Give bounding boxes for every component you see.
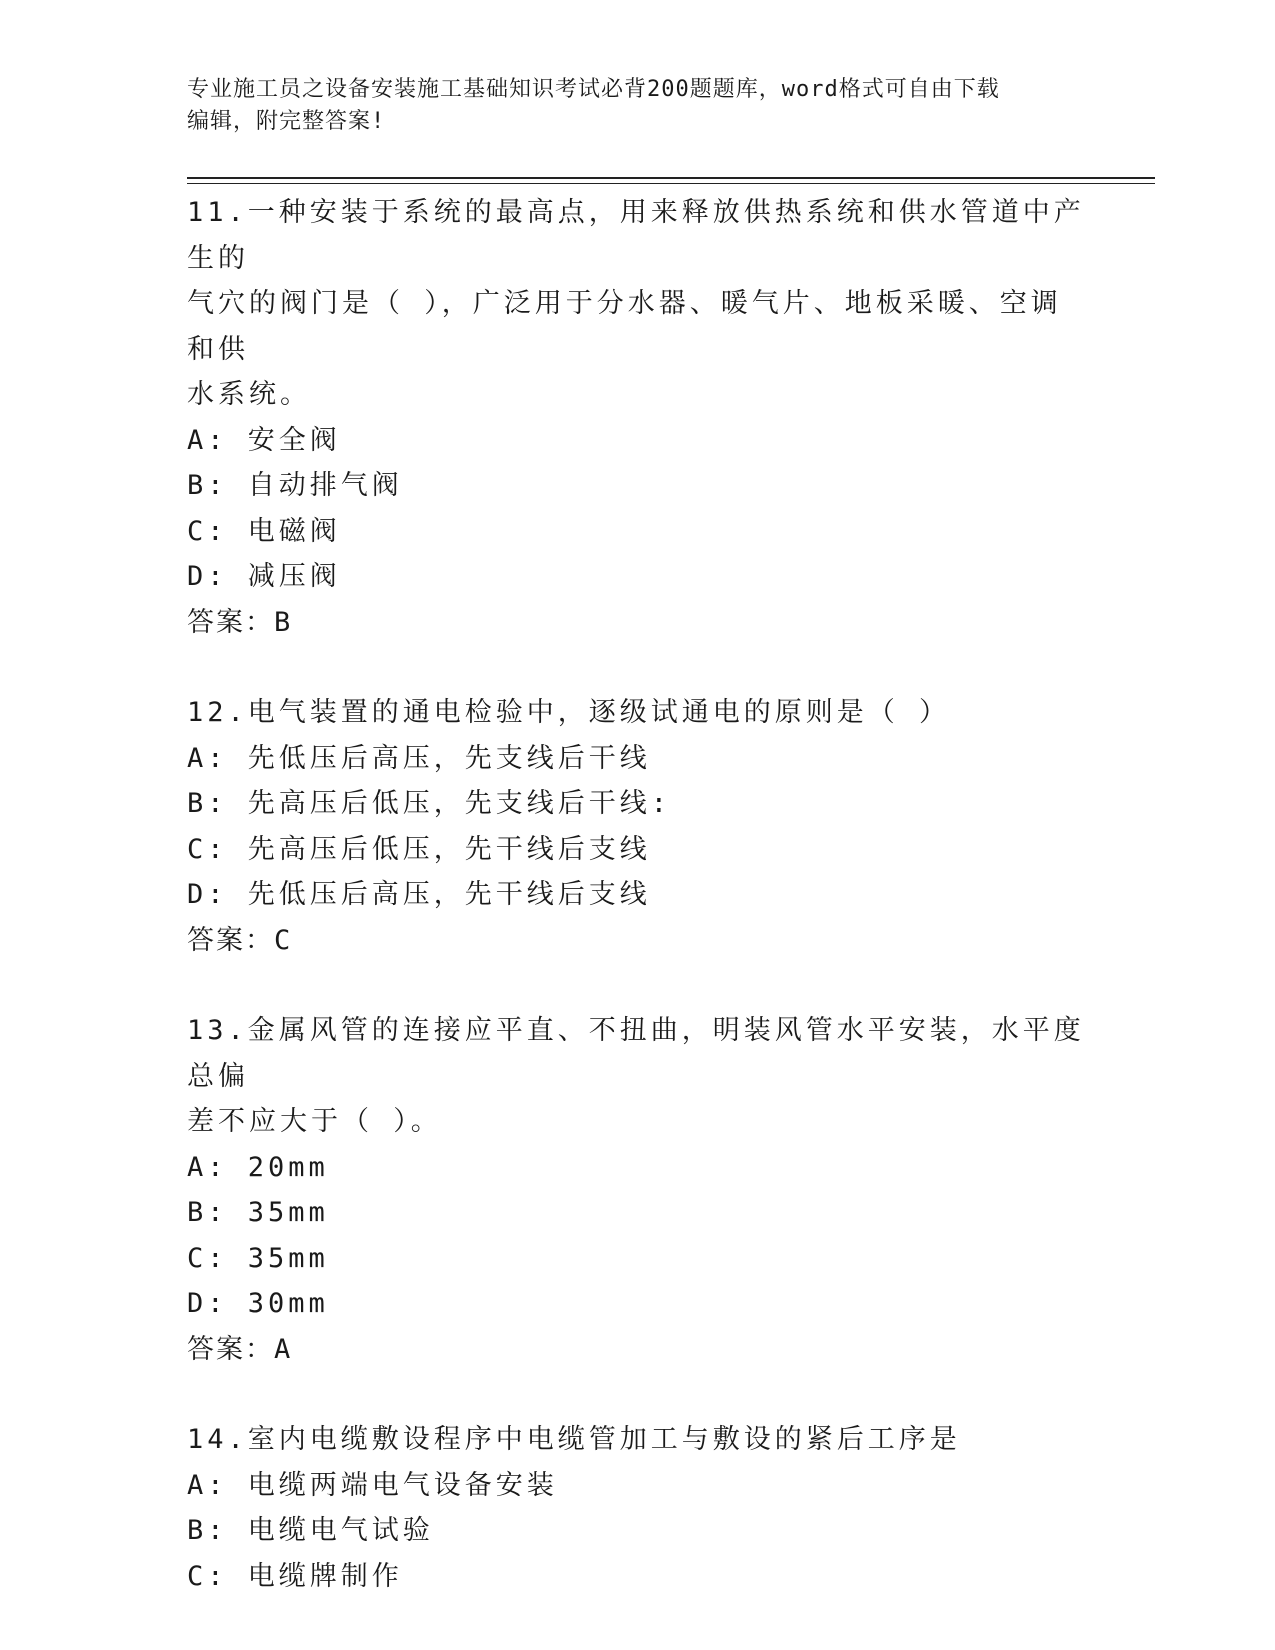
question-12 <box>187 690 1087 963</box>
option-d: D: 先低压后高压，先干线后支线 <box>187 879 651 910</box>
answer-line: 答案：B <box>187 606 293 638</box>
option-b: B: 自动排气阀 <box>187 470 403 501</box>
question-stem-line: 14.室内电缆敷设程序中电缆管加工与敷设的紧后工序是 <box>187 1424 961 1455</box>
option-a: A: 先低压后高压，先支线后干线 <box>187 742 651 774</box>
question-stem-line: 11.一种安装于系统的最高点，用来释放供热系统和供水管道中产生的 <box>187 197 1085 274</box>
option-b: B: 先高压后低压，先支线后干线: <box>187 788 672 819</box>
option-c: C: 先高压后低压，先干线后支线 <box>187 833 651 865</box>
question-list <box>187 190 1087 1644</box>
header-divider-thick <box>187 177 1155 179</box>
option-c: C: 电磁阀 <box>187 515 341 547</box>
header-line-1: 专业施工员之设备安装施工基础知识考试必背200题题库，word格式可自由下载 <box>187 77 1000 102</box>
option-d: D: 减压阀 <box>187 561 341 592</box>
question-stem-line: 气穴的阀门是（ ），广泛用于分水器、暖气片、地板采暖、空调和供 <box>187 288 1062 365</box>
question-stem-line: 12.电气装置的通电检验中，逐级试通电的原则是（ ） <box>187 697 951 728</box>
question-stem-line: 差不应大于（ ）。 <box>187 1106 442 1137</box>
option-d: D: 30mm <box>187 1288 329 1319</box>
question-stem-line: 13.金属风管的连接应平直、不扭曲，明装风管水平安装，水平度总偏 <box>187 1015 1085 1092</box>
document-header <box>187 74 1087 138</box>
option-b: B: 35mm <box>187 1197 329 1228</box>
option-c: C: 35mm <box>187 1242 329 1274</box>
option-b: B: 电缆电气试验 <box>187 1515 434 1546</box>
option-a: A: 电缆两端电气设备安装 <box>187 1469 558 1501</box>
header-divider-thin <box>187 183 1155 184</box>
option-a: A: 安全阀 <box>187 424 341 456</box>
question-13 <box>187 1008 1087 1372</box>
question-stem-line: 水系统。 <box>187 379 311 410</box>
answer-line: 答案：A <box>187 1333 293 1365</box>
header-line-2: 编辑，附完整答案! <box>187 109 386 134</box>
question-14 <box>187 1417 1087 1599</box>
question-11 <box>187 190 1087 645</box>
option-c: C: 电缆牌制作 <box>187 1560 403 1592</box>
answer-line: 答案：C <box>187 924 293 956</box>
option-a: A: 20mm <box>187 1151 329 1183</box>
